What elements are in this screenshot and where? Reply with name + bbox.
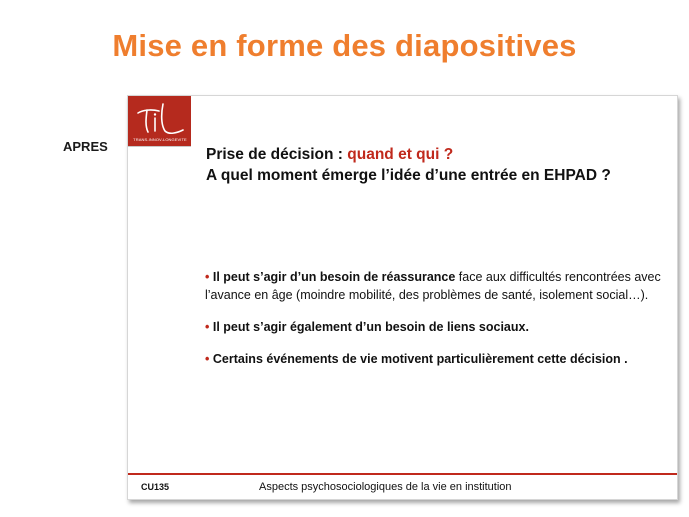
list-item bbox=[205, 350, 671, 368]
list-item bbox=[205, 318, 671, 336]
heading-line-2: A quel moment émerge l’idée d’une entrée en EHPAD ? bbox=[206, 167, 611, 184]
bullet-text: face aux difficultés rencontrées avec l’avance en âge (moindre mobilité, des problèmes de santé, isolement social…). bbox=[205, 270, 661, 302]
bullet-bold-text: Il peut s’agir également d’un besoin de liens sociaux. bbox=[212, 320, 529, 334]
heading-prefix: Prise de décision : bbox=[206, 146, 348, 163]
bullet-list bbox=[205, 268, 671, 382]
logo-caption: TRANS-INNOV-LONGEVITE bbox=[133, 137, 187, 142]
heading-accent: quand et qui ? bbox=[347, 146, 454, 163]
til-logo bbox=[128, 96, 191, 146]
page-title: Mise en forme des diapositives bbox=[112, 28, 577, 63]
bullet-marker: • bbox=[205, 270, 210, 284]
bullet-bold-text: Il peut s’agir d’un besoin de réassurance bbox=[212, 270, 456, 284]
til-logo-mark-icon bbox=[135, 100, 185, 138]
logo-divider bbox=[128, 146, 191, 147]
slide-preview bbox=[127, 95, 678, 500]
footer-code: CU135 bbox=[141, 482, 170, 492]
bullet-marker: • bbox=[205, 320, 210, 334]
footer-divider bbox=[128, 473, 677, 475]
footer-text: Aspects psychosociologiques de la vie en institution bbox=[259, 481, 512, 493]
side-label: APRES bbox=[63, 139, 108, 154]
slide-heading bbox=[206, 144, 666, 186]
bullet-bold-text: Certains événements de vie motivent particulièrement cette décision . bbox=[212, 352, 628, 366]
list-item bbox=[205, 268, 671, 304]
heading-line-1 bbox=[206, 144, 666, 165]
bullet-marker: • bbox=[205, 352, 210, 366]
